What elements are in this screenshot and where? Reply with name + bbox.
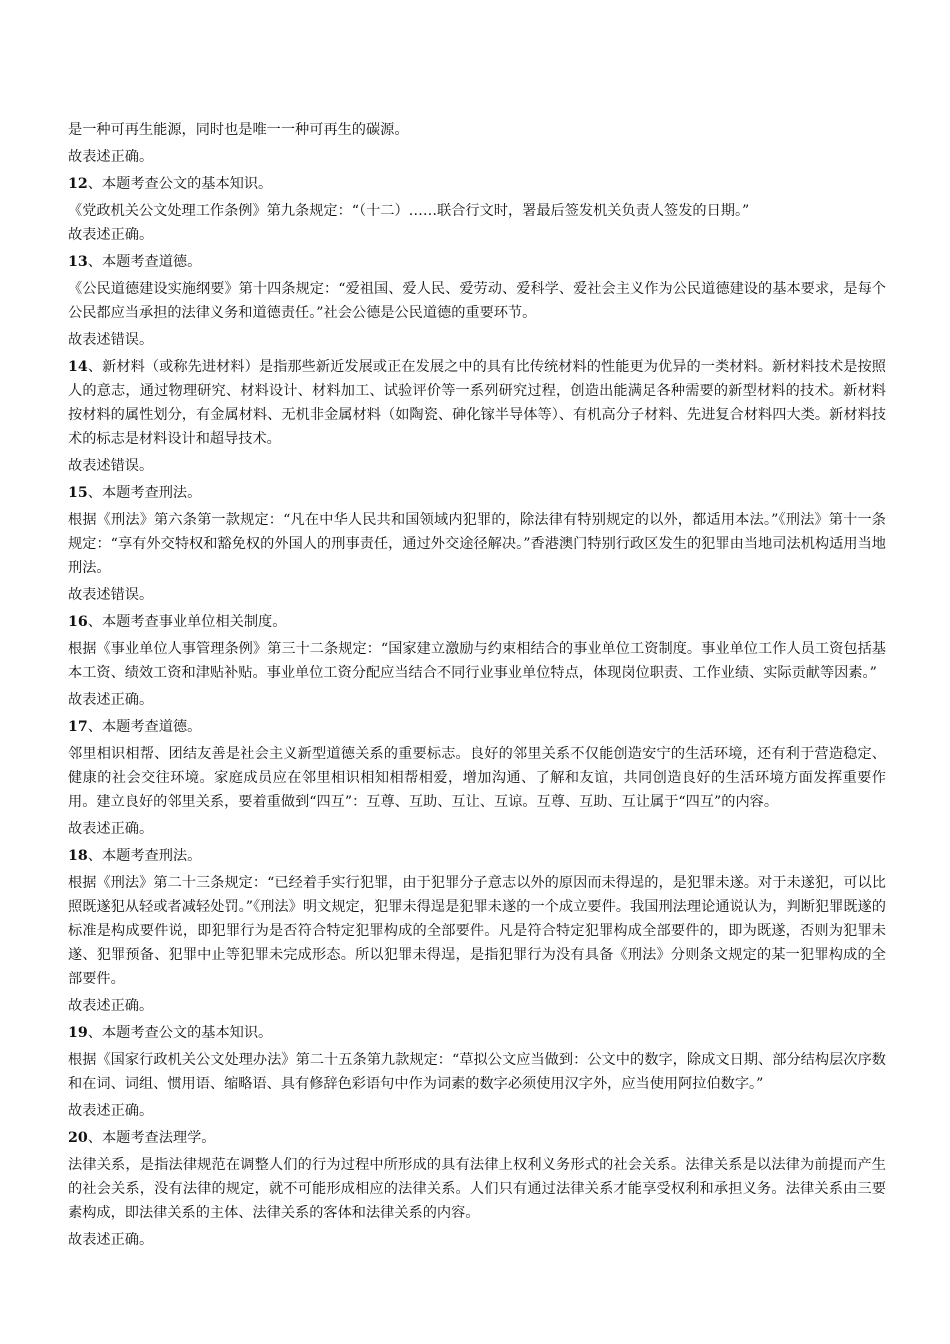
item-conclusion: 故表述正确。 xyxy=(68,1232,154,1248)
item-separator: 、 xyxy=(87,359,103,375)
item-conclusion: 故表述错误。 xyxy=(68,458,154,474)
item-separator: 、 xyxy=(87,485,102,501)
item-heading-text: 本题考查公文的基本知识。 xyxy=(101,1025,273,1041)
item-number: 18 xyxy=(68,848,88,864)
item-number: 17 xyxy=(68,719,88,735)
item-heading xyxy=(68,715,886,739)
item-body: 根据《国家行政机关公文处理办法》第二十五条第九款规定：“草拟公文应当做到：公文中的数字，除成文日期、部分结构层次序数和在词、词组、惯用语、缩略语、具有修辞色彩语句中作为词素的数字必须使用汉字外，应当使用阿拉伯数字。” xyxy=(68,1052,886,1092)
item-body: 法律关系，是指法律规范在调整人们的行为过程中所形成的具有法律上权利义务形式的社会关系。法律关系是以法律为前提而产生的社会关系，没有法律的规定，就不可能形成相应的法律关系。人们只有通过法律关系才能享受权利和承担义务。法律关系由三要素构成，即法律关系的主体、法律关系的客体和法律关系的内容。 xyxy=(68,1157,886,1221)
item-heading xyxy=(68,1126,886,1150)
item-separator: 、 xyxy=(87,719,102,735)
document-page xyxy=(68,118,886,1252)
item-separator: 、 xyxy=(87,1130,102,1146)
item-heading xyxy=(68,355,886,451)
item-separator: 、 xyxy=(87,176,102,192)
item-number: 15 xyxy=(68,485,88,501)
item-conclusion: 故表述正确。 xyxy=(68,821,154,837)
item-body: 根据《事业单位人事管理条例》第三十二条规定：“国家建立激励与约束相结合的事业单位工资制度。事业单位工作人员工资包括基本工资、绩效工资和津贴补贴。事业单位工资分配应当结合不同行业事业单位特点，体现岗位职责、工作业绩、实际贡献等因素。” xyxy=(68,641,886,681)
item-conclusion: 故表述正确。 xyxy=(68,1103,154,1119)
item-heading-text: 本题考查事业单位相关制度。 xyxy=(101,614,287,630)
item-heading-text: 本题考查道德。 xyxy=(101,719,202,735)
item-heading xyxy=(68,610,886,634)
item-separator: 、 xyxy=(87,254,102,270)
item-number: 13 xyxy=(68,254,88,270)
item-conclusion: 故表述正确。 xyxy=(68,998,154,1014)
item-number: 14 xyxy=(68,359,88,375)
item-body: 根据《刑法》第六条第一款规定：“凡在中华人民共和国领域内犯罪的，除法律有特别规定的以外，都适用本法。”《刑法》第十一条规定：“享有外交特权和豁免权的外国人的刑事责任，通过外交途径解决。”香港澳门特别行政区发生的犯罪由当地司法机构适用当地刑法。 xyxy=(68,512,886,576)
item-conclusion: 故表述错误。 xyxy=(68,332,154,348)
item-separator: 、 xyxy=(87,1025,102,1041)
item-heading-text: 本题考查刑法。 xyxy=(101,848,202,864)
item-conclusion: 故表述正确。 xyxy=(68,227,154,243)
item-number: 16 xyxy=(68,614,88,630)
intro-line: 是一种可再生能源，同时也是唯一一种可再生的碳源。 xyxy=(68,122,409,138)
item-body: 《党政机关公文处理工作条例》第九条规定：“（十二）……联合行文时，署最后签发机关负责人签发的日期。” xyxy=(68,203,750,219)
intro-conclusion: 故表述正确。 xyxy=(68,149,154,165)
item-heading xyxy=(68,172,886,196)
item-separator: 、 xyxy=(87,614,102,630)
item-heading xyxy=(68,1021,886,1045)
item-heading-text: 本题考查法理学。 xyxy=(101,1130,216,1146)
item-number: 20 xyxy=(68,1130,88,1146)
item-conclusion: 故表述错误。 xyxy=(68,587,154,603)
item-heading xyxy=(68,250,886,274)
item-number: 19 xyxy=(68,1025,88,1041)
item-heading xyxy=(68,844,886,868)
item-heading-text: 本题考查公文的基本知识。 xyxy=(101,176,273,192)
item-body: 邻里相识相帮、团结友善是社会主义新型道德关系的重要标志。良好的邻里关系不仅能创造安宁的生活环境，还有利于营造稳定、健康的社会交往环境。家庭成员应在邻里相识相知相帮相爱，增加沟通、了解和友谊，共同创造良好的生活环境方面发挥重要作用。建立良好的邻里关系，要着重做到“四互”：互尊、互助、互让、互谅。互尊、互助、互让属于“四互”的内容。 xyxy=(68,746,886,810)
item-heading xyxy=(68,481,886,505)
item-body: 根据《刑法》第二十三条规定：“已经着手实行犯罪，由于犯罪分子意志以外的原因而未得逞的，是犯罪未遂。对于未遂犯，可以比照既遂犯从轻或者减轻处罚。”《刑法》明文规定，犯罪未得逞是犯罪未遂的一个成立要件。我国刑法理论通说认为，判断犯罪既遂的标准是构成要件说，即犯罪行为是否符合特定犯罪构成的全部要件。凡是符合特定犯罪构成全部要件的，即为既遂，否则为犯罪未遂、犯罪预备、犯罪中止等犯罪未完成形态。所以犯罪未得逞，是指犯罪行为没有具备《刑法》分则条文规定的某一犯罪构成的全部要件。 xyxy=(68,875,886,987)
item-body: 《公民道德建设实施纲要》第十四条规定：“爱祖国、爱人民、爱劳动、爱科学、爱社会主义作为公民道德建设的基本要求，是每个公民都应当承担的法律义务和道德责任。”社会公德是公民道德的重要环节。 xyxy=(68,281,886,321)
item-heading-text: 本题考查刑法。 xyxy=(101,485,202,501)
item-separator: 、 xyxy=(87,848,102,864)
item-conclusion: 故表述正确。 xyxy=(68,692,154,708)
item-number: 12 xyxy=(68,176,88,192)
item-heading-text: 新材料（或称先进材料）是指那些新近发展或正在发展之中的具有比传统材料的性能更为优异的一类材料。新材料技术是按照人的意志，通过物理研究、材料设计、材料加工、试验评价等一系列研究过程，创造出能满足各种需要的新型材料的技术。新材料按材料的属性划分，有金属材料、无机非金属材料（如陶瓷、砷化镓半导体等）、有机高分子材料、先进复合材料四大类。新材料技术的标志是材料设计和超导技术。 xyxy=(68,359,886,447)
item-heading-text: 本题考查道德。 xyxy=(101,254,202,270)
